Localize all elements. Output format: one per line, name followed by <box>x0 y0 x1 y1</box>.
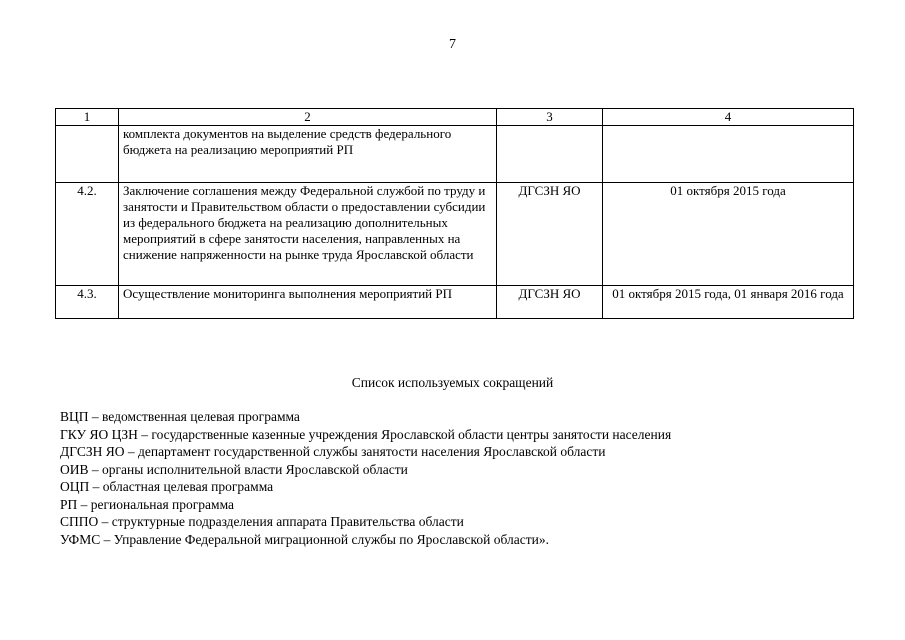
abbreviation-item: ОЦП – областная целевая программа <box>60 479 274 494</box>
row-executor: ДГСЗН ЯО <box>497 286 603 319</box>
row-executor: ДГСЗН ЯО <box>497 183 603 286</box>
header-cell-3: 3 <box>497 109 603 126</box>
row-executor <box>497 126 603 183</box>
abbreviations-list <box>60 408 880 548</box>
table-row <box>56 183 854 286</box>
row-date <box>603 126 854 183</box>
measures-table <box>55 108 854 319</box>
table-header-row <box>56 109 854 126</box>
row-description: Заключение соглашения между Федеральной службой по труду и занятости и Правительством области о предоставлении субсидии из федерального бюджета на реализацию дополнительных мероприятий в сфере занятости населения, направленных на снижение напряженности на рынке труда Ярославской области <box>119 183 497 286</box>
abbreviation-item: ВЦП – ведомственная целевая программа <box>60 409 300 424</box>
row-description: комплекта документов на выделение средств федерального бюджета на реализацию мероприятий РП <box>119 126 497 183</box>
row-date: 01 октября 2015 года, 01 января 2016 года <box>603 286 854 319</box>
row-date: 01 октября 2015 года <box>603 183 854 286</box>
abbreviations-title: Список используемых сокращений <box>351 375 554 390</box>
abbreviation-item: РП – региональная программа <box>60 496 235 512</box>
abbreviation-item: СППО – структурные подразделения аппарата Правительства области <box>60 514 464 529</box>
header-cell-1: 1 <box>56 109 119 126</box>
page-number: 7 <box>449 37 456 52</box>
abbreviation-item: ДГСЗН ЯО – департамент государственной службы занятости населения Ярославской области <box>60 444 606 459</box>
row-number: 4.3. <box>56 286 119 319</box>
header-cell-4: 4 <box>603 109 854 126</box>
abbreviation-item: ОИВ – органы исполнительной власти Ярославской области <box>60 461 408 477</box>
header-cell-2: 2 <box>119 109 497 126</box>
abbreviation-item: ГКУ ЯО ЦЗН – государственные казенные учреждения Ярославской области центры занятости населения <box>60 426 672 442</box>
table-row <box>56 286 854 319</box>
abbreviation-item: УФМС – Управление Федеральной миграционной службы по Ярославской области». <box>60 531 549 547</box>
table-row <box>56 126 854 183</box>
row-description: Осуществление мониторинга выполнения мероприятий РП <box>119 286 497 319</box>
row-number <box>56 126 119 183</box>
row-number: 4.2. <box>56 183 119 286</box>
